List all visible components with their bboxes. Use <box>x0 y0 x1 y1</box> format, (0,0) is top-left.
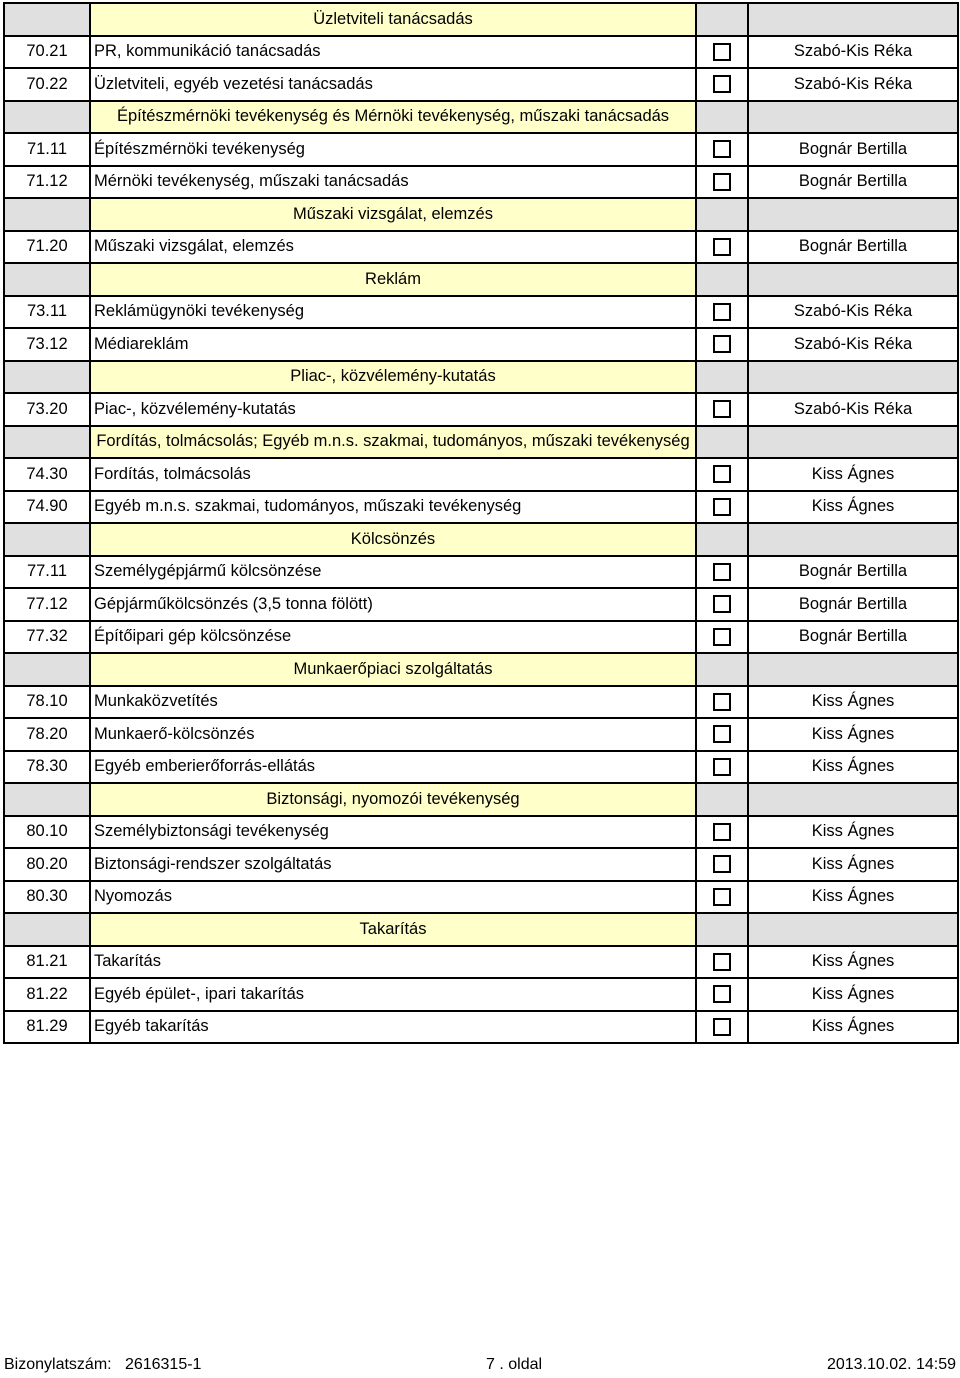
section-person-cell <box>748 3 958 36</box>
activity-name: Gépjárműkölcsönzés (3,5 tonna fölött) <box>90 588 696 621</box>
responsible-person: Kiss Ágnes <box>748 686 958 719</box>
responsible-person: Bognár Bertilla <box>748 621 958 654</box>
checkbox[interactable] <box>713 985 731 1003</box>
section-code-cell <box>4 263 90 296</box>
activity-row <box>4 816 958 849</box>
activity-code: 73.12 <box>4 328 90 361</box>
activity-code: 78.10 <box>4 686 90 719</box>
checkbox-cell <box>696 588 748 621</box>
section-code-cell <box>4 426 90 459</box>
activity-row <box>4 718 958 751</box>
section-check-cell <box>696 263 748 296</box>
activity-name: Műszaki vizsgálat, elemzés <box>90 231 696 264</box>
checkbox-cell <box>696 1011 748 1044</box>
activity-row <box>4 621 958 654</box>
activity-code: 74.90 <box>4 491 90 524</box>
checkbox-cell <box>696 166 748 199</box>
footer-doc-value: 2616315-1 <box>124 1356 202 1373</box>
activity-name: Egyéb m.n.s. szakmai, tudományos, műszaki tevékenység <box>90 491 696 524</box>
activity-row <box>4 1011 958 1044</box>
section-title: Műszaki vizsgálat, elemzés <box>90 198 696 231</box>
activity-code: 81.22 <box>4 978 90 1011</box>
responsible-person: Szabó-Kis Réka <box>748 328 958 361</box>
section-code-cell <box>4 101 90 134</box>
checkbox[interactable] <box>713 628 731 646</box>
checkbox-cell <box>696 393 748 426</box>
responsible-person: Bognár Bertilla <box>748 133 958 166</box>
activity-code: 71.11 <box>4 133 90 166</box>
section-header-row <box>4 198 958 231</box>
responsible-person: Kiss Ágnes <box>748 978 958 1011</box>
responsible-person: Kiss Ágnes <box>748 718 958 751</box>
checkbox[interactable] <box>713 140 731 158</box>
checkbox[interactable] <box>713 1018 731 1036</box>
checkbox-cell <box>696 848 748 881</box>
checkbox[interactable] <box>713 400 731 418</box>
activity-row <box>4 231 958 264</box>
section-header-row <box>4 101 958 134</box>
activity-code: 70.22 <box>4 68 90 101</box>
responsible-person: Kiss Ágnes <box>748 946 958 979</box>
activity-name: Fordítás, tolmácsolás <box>90 458 696 491</box>
checkbox-cell <box>696 816 748 849</box>
responsible-person: Kiss Ágnes <box>748 1011 958 1044</box>
responsible-person: Szabó-Kis Réka <box>748 36 958 69</box>
activity-row <box>4 848 958 881</box>
activity-row <box>4 296 958 329</box>
checkbox[interactable] <box>713 758 731 776</box>
section-check-cell <box>696 361 748 394</box>
checkbox[interactable] <box>713 303 731 321</box>
section-check-cell <box>696 783 748 816</box>
section-check-cell <box>696 3 748 36</box>
section-person-cell <box>748 101 958 134</box>
checkbox-cell <box>696 68 748 101</box>
responsible-person: Kiss Ágnes <box>748 848 958 881</box>
checkbox[interactable] <box>713 725 731 743</box>
section-person-cell <box>748 523 958 556</box>
footer-doc-number <box>4 1356 201 1374</box>
checkbox[interactable] <box>713 563 731 581</box>
activity-code: 78.20 <box>4 718 90 751</box>
footer-datetime: 2013.10.02. 14:59 <box>826 1356 956 1373</box>
checkbox[interactable] <box>713 465 731 483</box>
section-title: Biztonsági, nyomozói tevékenység <box>90 783 696 816</box>
checkbox[interactable] <box>713 238 731 256</box>
activity-row <box>4 978 958 1011</box>
activity-code: 80.30 <box>4 881 90 914</box>
checkbox-cell <box>696 328 748 361</box>
section-header-row <box>4 783 958 816</box>
activity-row <box>4 68 958 101</box>
activity-code: 80.10 <box>4 816 90 849</box>
responsible-person: Kiss Ágnes <box>748 491 958 524</box>
section-header-row <box>4 913 958 946</box>
section-code-cell <box>4 523 90 556</box>
activity-name: Takarítás <box>90 946 696 979</box>
activity-code: 77.11 <box>4 556 90 589</box>
checkbox-cell <box>696 556 748 589</box>
activity-code: 73.20 <box>4 393 90 426</box>
checkbox-cell <box>696 458 748 491</box>
section-person-cell <box>748 913 958 946</box>
activity-name: Személybiztonsági tevékenység <box>90 816 696 849</box>
responsible-person: Kiss Ágnes <box>748 881 958 914</box>
section-header-row <box>4 523 958 556</box>
activity-name: Munkaközvetítés <box>90 686 696 719</box>
footer-page-number: 7 . oldal <box>486 1356 543 1373</box>
responsible-person: Bognár Bertilla <box>748 231 958 264</box>
section-person-cell <box>748 198 958 231</box>
activity-row <box>4 556 958 589</box>
responsible-person: Kiss Ágnes <box>748 458 958 491</box>
activity-code: 71.20 <box>4 231 90 264</box>
section-title: Munkaerőpiaci szolgáltatás <box>90 653 696 686</box>
activity-row <box>4 133 958 166</box>
activity-name: Egyéb takarítás <box>90 1011 696 1044</box>
checkbox-cell <box>696 296 748 329</box>
section-title: Üzletviteli tanácsadás <box>90 3 696 36</box>
section-check-cell <box>696 523 748 556</box>
activity-code: 81.29 <box>4 1011 90 1044</box>
section-code-cell <box>4 653 90 686</box>
checkbox-cell <box>696 36 748 69</box>
checkbox-cell <box>696 231 748 264</box>
checkbox[interactable] <box>713 693 731 711</box>
activity-name: Médiareklám <box>90 328 696 361</box>
section-check-cell <box>696 653 748 686</box>
activity-row <box>4 166 958 199</box>
activity-table <box>3 2 959 1044</box>
responsible-person: Bognár Bertilla <box>748 556 958 589</box>
section-person-cell <box>748 361 958 394</box>
checkbox[interactable] <box>713 335 731 353</box>
activity-row <box>4 686 958 719</box>
section-title: Takarítás <box>90 913 696 946</box>
responsible-person: Szabó-Kis Réka <box>748 296 958 329</box>
checkbox-cell <box>696 751 748 784</box>
section-title: Fordítás, tolmácsolás; Egyéb m.n.s. szakmai, tudományos, műszaki tevékenység <box>90 426 696 459</box>
checkbox-cell <box>696 491 748 524</box>
section-header-row <box>4 426 958 459</box>
activity-code: 73.11 <box>4 296 90 329</box>
checkbox[interactable] <box>713 43 731 61</box>
activity-name: Piac-, közvélemény-kutatás <box>90 393 696 426</box>
section-check-cell <box>696 426 748 459</box>
checkbox-cell <box>696 621 748 654</box>
section-header-row <box>4 3 958 36</box>
activity-name: Egyéb épület-, ipari takarítás <box>90 978 696 1011</box>
responsible-person: Szabó-Kis Réka <box>748 393 958 426</box>
checkbox[interactable] <box>713 823 731 841</box>
activity-name: Építőipari gép kölcsönzése <box>90 621 696 654</box>
section-title: Pliac-, közvélemény-kutatás <box>90 361 696 394</box>
activity-name: Üzletviteli, egyéb vezetési tanácsadás <box>90 68 696 101</box>
activity-name: Biztonsági-rendszer szolgáltatás <box>90 848 696 881</box>
activity-code: 77.32 <box>4 621 90 654</box>
activity-row <box>4 328 958 361</box>
activity-code: 81.21 <box>4 946 90 979</box>
footer-doc-label: Bizonylatszám: <box>4 1356 112 1373</box>
checkbox[interactable] <box>713 953 731 971</box>
section-person-cell <box>748 426 958 459</box>
responsible-person: Szabó-Kis Réka <box>748 68 958 101</box>
activity-row <box>4 946 958 979</box>
section-code-cell <box>4 3 90 36</box>
activity-name: Személygépjármű kölcsönzése <box>90 556 696 589</box>
checkbox-cell <box>696 978 748 1011</box>
activity-name: Egyéb emberierőforrás-ellátás <box>90 751 696 784</box>
activity-name: PR, kommunikáció tanácsadás <box>90 36 696 69</box>
section-code-cell <box>4 361 90 394</box>
checkbox[interactable] <box>713 855 731 873</box>
activity-code: 74.30 <box>4 458 90 491</box>
checkbox-cell <box>696 686 748 719</box>
section-person-cell <box>748 653 958 686</box>
checkbox[interactable] <box>713 595 731 613</box>
responsible-person: Kiss Ágnes <box>748 751 958 784</box>
activity-row <box>4 491 958 524</box>
responsible-person: Bognár Bertilla <box>748 166 958 199</box>
activity-row <box>4 393 958 426</box>
activity-name: Mérnöki tevékenység, műszaki tanácsadás <box>90 166 696 199</box>
checkbox-cell <box>696 133 748 166</box>
section-code-cell <box>4 783 90 816</box>
activity-code: 78.30 <box>4 751 90 784</box>
checkbox-cell <box>696 946 748 979</box>
section-header-row <box>4 653 958 686</box>
activity-row <box>4 36 958 69</box>
checkbox-cell <box>696 718 748 751</box>
checkbox[interactable] <box>713 888 731 906</box>
activity-name: Építészmérnöki tevékenység <box>90 133 696 166</box>
section-code-cell <box>4 913 90 946</box>
section-header-row <box>4 361 958 394</box>
responsible-person: Kiss Ágnes <box>748 816 958 849</box>
section-check-cell <box>696 101 748 134</box>
section-code-cell <box>4 198 90 231</box>
section-check-cell <box>696 198 748 231</box>
checkbox[interactable] <box>713 173 731 191</box>
checkbox-cell <box>696 881 748 914</box>
section-title: Reklám <box>90 263 696 296</box>
checkbox[interactable] <box>713 498 731 516</box>
section-person-cell <box>748 263 958 296</box>
activity-name: Munkaerő-kölcsönzés <box>90 718 696 751</box>
activity-name: Reklámügynöki tevékenység <box>90 296 696 329</box>
activity-row <box>4 881 958 914</box>
section-check-cell <box>696 913 748 946</box>
section-title: Kölcsönzés <box>90 523 696 556</box>
activity-code: 80.20 <box>4 848 90 881</box>
activity-row <box>4 588 958 621</box>
activity-code: 70.21 <box>4 36 90 69</box>
checkbox[interactable] <box>713 75 731 93</box>
responsible-person: Bognár Bertilla <box>748 588 958 621</box>
activity-code: 71.12 <box>4 166 90 199</box>
activity-code: 77.12 <box>4 588 90 621</box>
activity-row <box>4 458 958 491</box>
section-person-cell <box>748 783 958 816</box>
activity-name: Nyomozás <box>90 881 696 914</box>
section-title: Építészmérnöki tevékenység és Mérnöki tevékenység, műszaki tanácsadás <box>90 101 696 134</box>
activity-row <box>4 751 958 784</box>
section-header-row <box>4 263 958 296</box>
